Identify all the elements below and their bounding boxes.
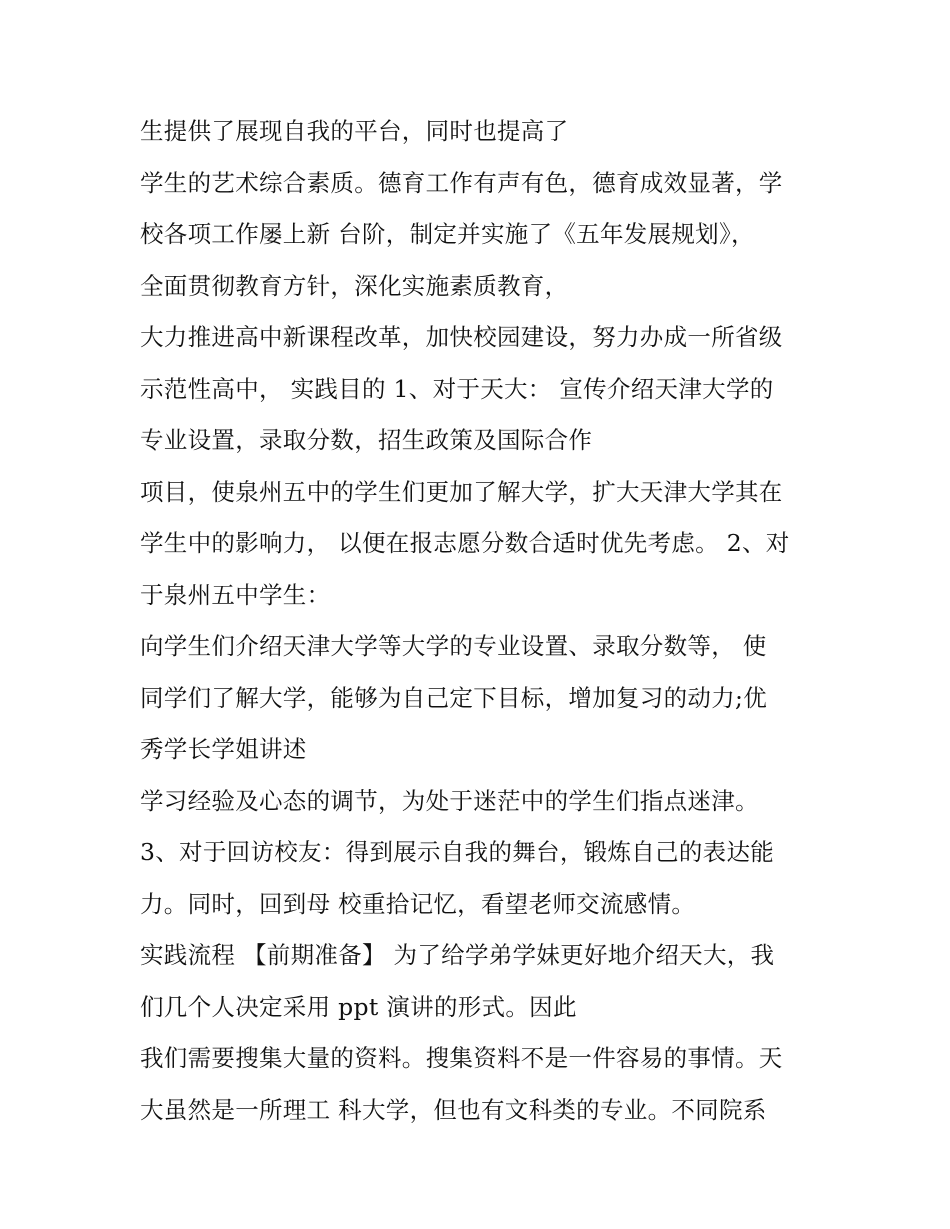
text-line: 大力推进高中新课程改革，加快校园建设，努力办成一所省级 (140, 323, 783, 351)
text-line: 大虽然是一所理工 科大学，但也有文科类的专业。不同院系 (140, 1095, 767, 1124)
text-line: 校各项工作屡上新 台阶，制定并实施了《五年发展规划》， (140, 220, 755, 248)
text-line: 秀学长学姐讲述 (140, 735, 307, 763)
text-line: 专业设置，录取分数，招生政策及国际合作 (140, 426, 593, 454)
text-line: 生提供了展现自我的平台，同时也提高了 (140, 117, 569, 145)
text-line: 学习经验及心态的调节，为处于迷茫中的学生们指点迷津。 (140, 786, 759, 815)
text-line: 我们需要搜集大量的资料。搜集资料不是一件容易的事情。天 (140, 1044, 783, 1072)
text-line: 同学们了解大学，能够为自己定下目标，增加复习的动力;优 (140, 683, 768, 712)
text-line: 们几个人决定采用 ppt 演讲的形式。因此 (140, 992, 577, 1021)
text-line: 全面贯彻教育方针，深化实施素质教育， (140, 271, 569, 300)
text-line: 向学生们介绍天津大学等大学的专业设置、录取分数等， 使 (140, 632, 767, 660)
text-line: 学生的艺术综合素质。德育工作有声有色，德育成效显著，学 (140, 168, 783, 197)
text-line: 3、对于回访校友：得到展示自我的舞台，锻炼自己的表达能 (140, 838, 775, 866)
text-line: 学生中的影响力， 以便在报志愿分数合适时优先考虑。 2、对 (140, 529, 790, 557)
text-line: 力。同时，回到母 校重拾记忆，看望老师交流感情。 (140, 889, 696, 918)
text-line: 实践流程 【前期准备】 为了给学弟学妹更好地介绍天大，我 (140, 941, 775, 969)
document-body (140, 106, 830, 1136)
text-line: 项目，使泉州五中的学生们更加了解大学，扩大天津大学其在 (140, 477, 783, 506)
text-line: 示范性高中， 实践目的 1、对于天大： 宣传介绍天津大学的 (140, 374, 774, 403)
text-line: 于泉州五中学生： (140, 580, 331, 609)
